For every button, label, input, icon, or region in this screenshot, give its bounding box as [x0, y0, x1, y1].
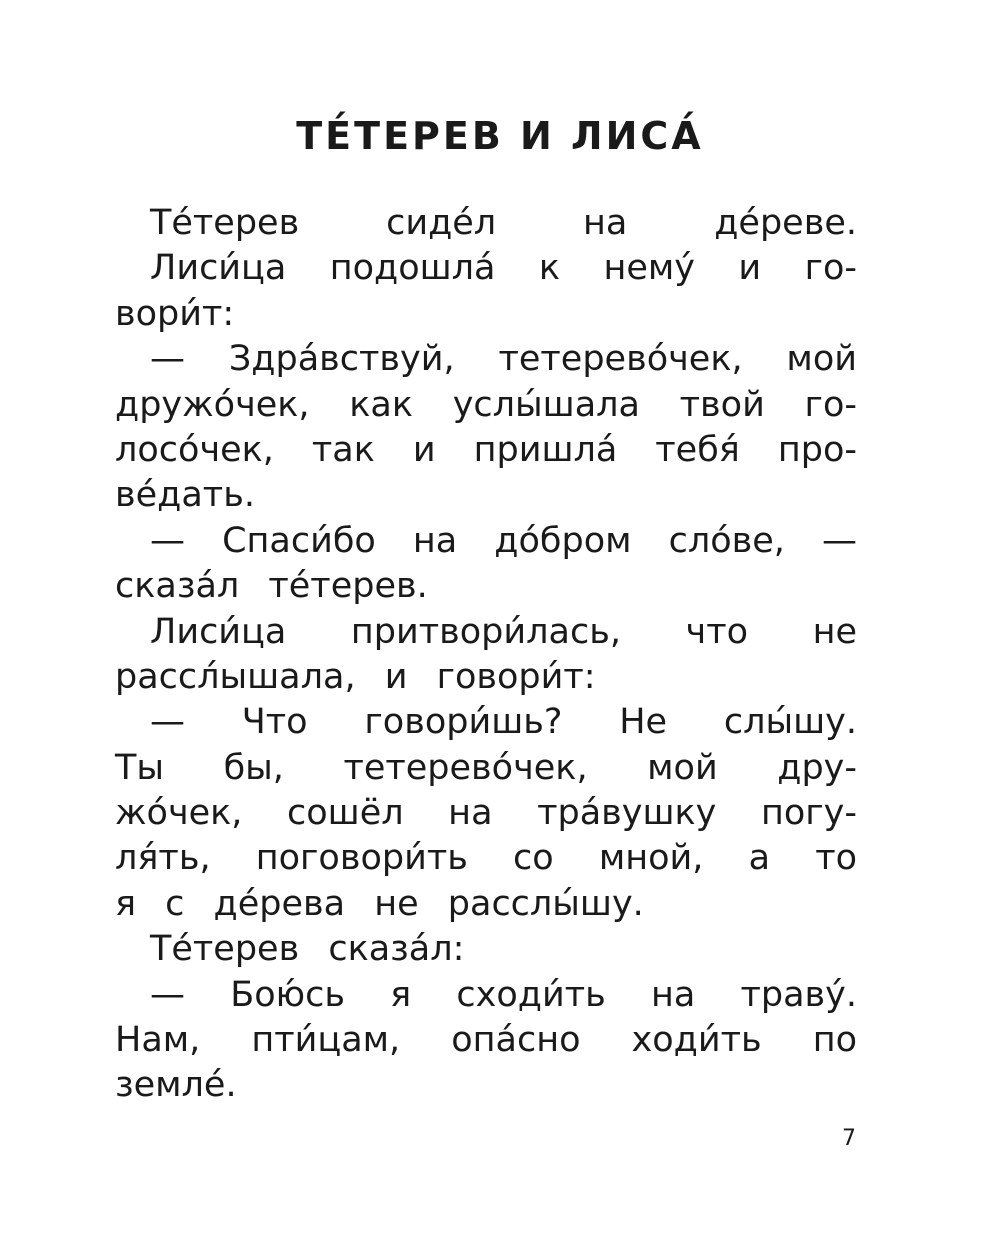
text-line — [115, 337, 857, 382]
text-line — [115, 428, 857, 473]
text-line-content: Нам, пти́цам, опа́сно ходи́ть по — [115, 1020, 857, 1061]
text-line — [115, 519, 857, 564]
text-line-content: вори́т: — [115, 293, 235, 334]
text-line — [115, 882, 857, 927]
text-line — [115, 383, 857, 428]
text-line — [115, 564, 857, 609]
text-line — [115, 927, 857, 972]
text-line — [115, 836, 857, 881]
text-line-content: ля́ть, поговори́ть со мной, а то — [115, 838, 857, 879]
text-line-content: — Что говори́шь? Не слы́шу. — [150, 702, 857, 743]
text-line-content: дружо́чек, как услы́шала твой го- — [115, 384, 857, 425]
text-line — [115, 1063, 857, 1108]
text-line-content: Ты бы, тетерево́чек, мой дру- — [115, 747, 857, 788]
text-line-content: — Здра́вствуй, тетерево́чек, мой — [150, 339, 857, 380]
text-line — [115, 246, 857, 291]
text-line — [115, 746, 857, 791]
text-line-content: сказа́л те́терев. — [115, 566, 428, 607]
text-line-content: Лиси́ца подошла́ к нему́ и го- — [150, 248, 857, 289]
text-line-content: Те́терев сказа́л: — [150, 929, 465, 970]
text-line — [115, 201, 857, 246]
text-line — [115, 292, 857, 337]
text-line-content: я с де́рева не расслы́шу. — [115, 883, 644, 924]
text-line — [115, 655, 857, 700]
text-line-content: лосо́чек, так и пришла́ тебя́ про- — [115, 429, 857, 470]
text-line — [115, 973, 857, 1018]
text-line — [115, 1018, 857, 1063]
page-number: 7 — [842, 1126, 856, 1151]
text-line — [115, 791, 857, 836]
text-line — [115, 610, 857, 655]
text-line-content: рассл́ышала, и говори́т: — [115, 656, 596, 697]
text-line-content: жо́чек, сошёл на тра́вушку погу- — [115, 793, 857, 834]
text-line — [115, 473, 857, 518]
text-line-content: — Спаси́бо на до́бром сло́ве, — — [150, 520, 857, 561]
text-line-content: Те́терев сиде́л на де́реве. — [150, 203, 857, 243]
story-text — [115, 201, 857, 1109]
text-line-content: ве́дать. — [115, 475, 255, 516]
text-line-content: — Бою́сь я сходи́ть на траву́. — [150, 974, 857, 1015]
text-line-content: земле́. — [115, 1065, 237, 1106]
text-line-content: Лиси́ца притвори́лась, что не — [150, 611, 857, 652]
story-title: ТЕ́ТЕРЕВ И ЛИСА́ — [296, 114, 704, 158]
text-line — [115, 700, 857, 745]
